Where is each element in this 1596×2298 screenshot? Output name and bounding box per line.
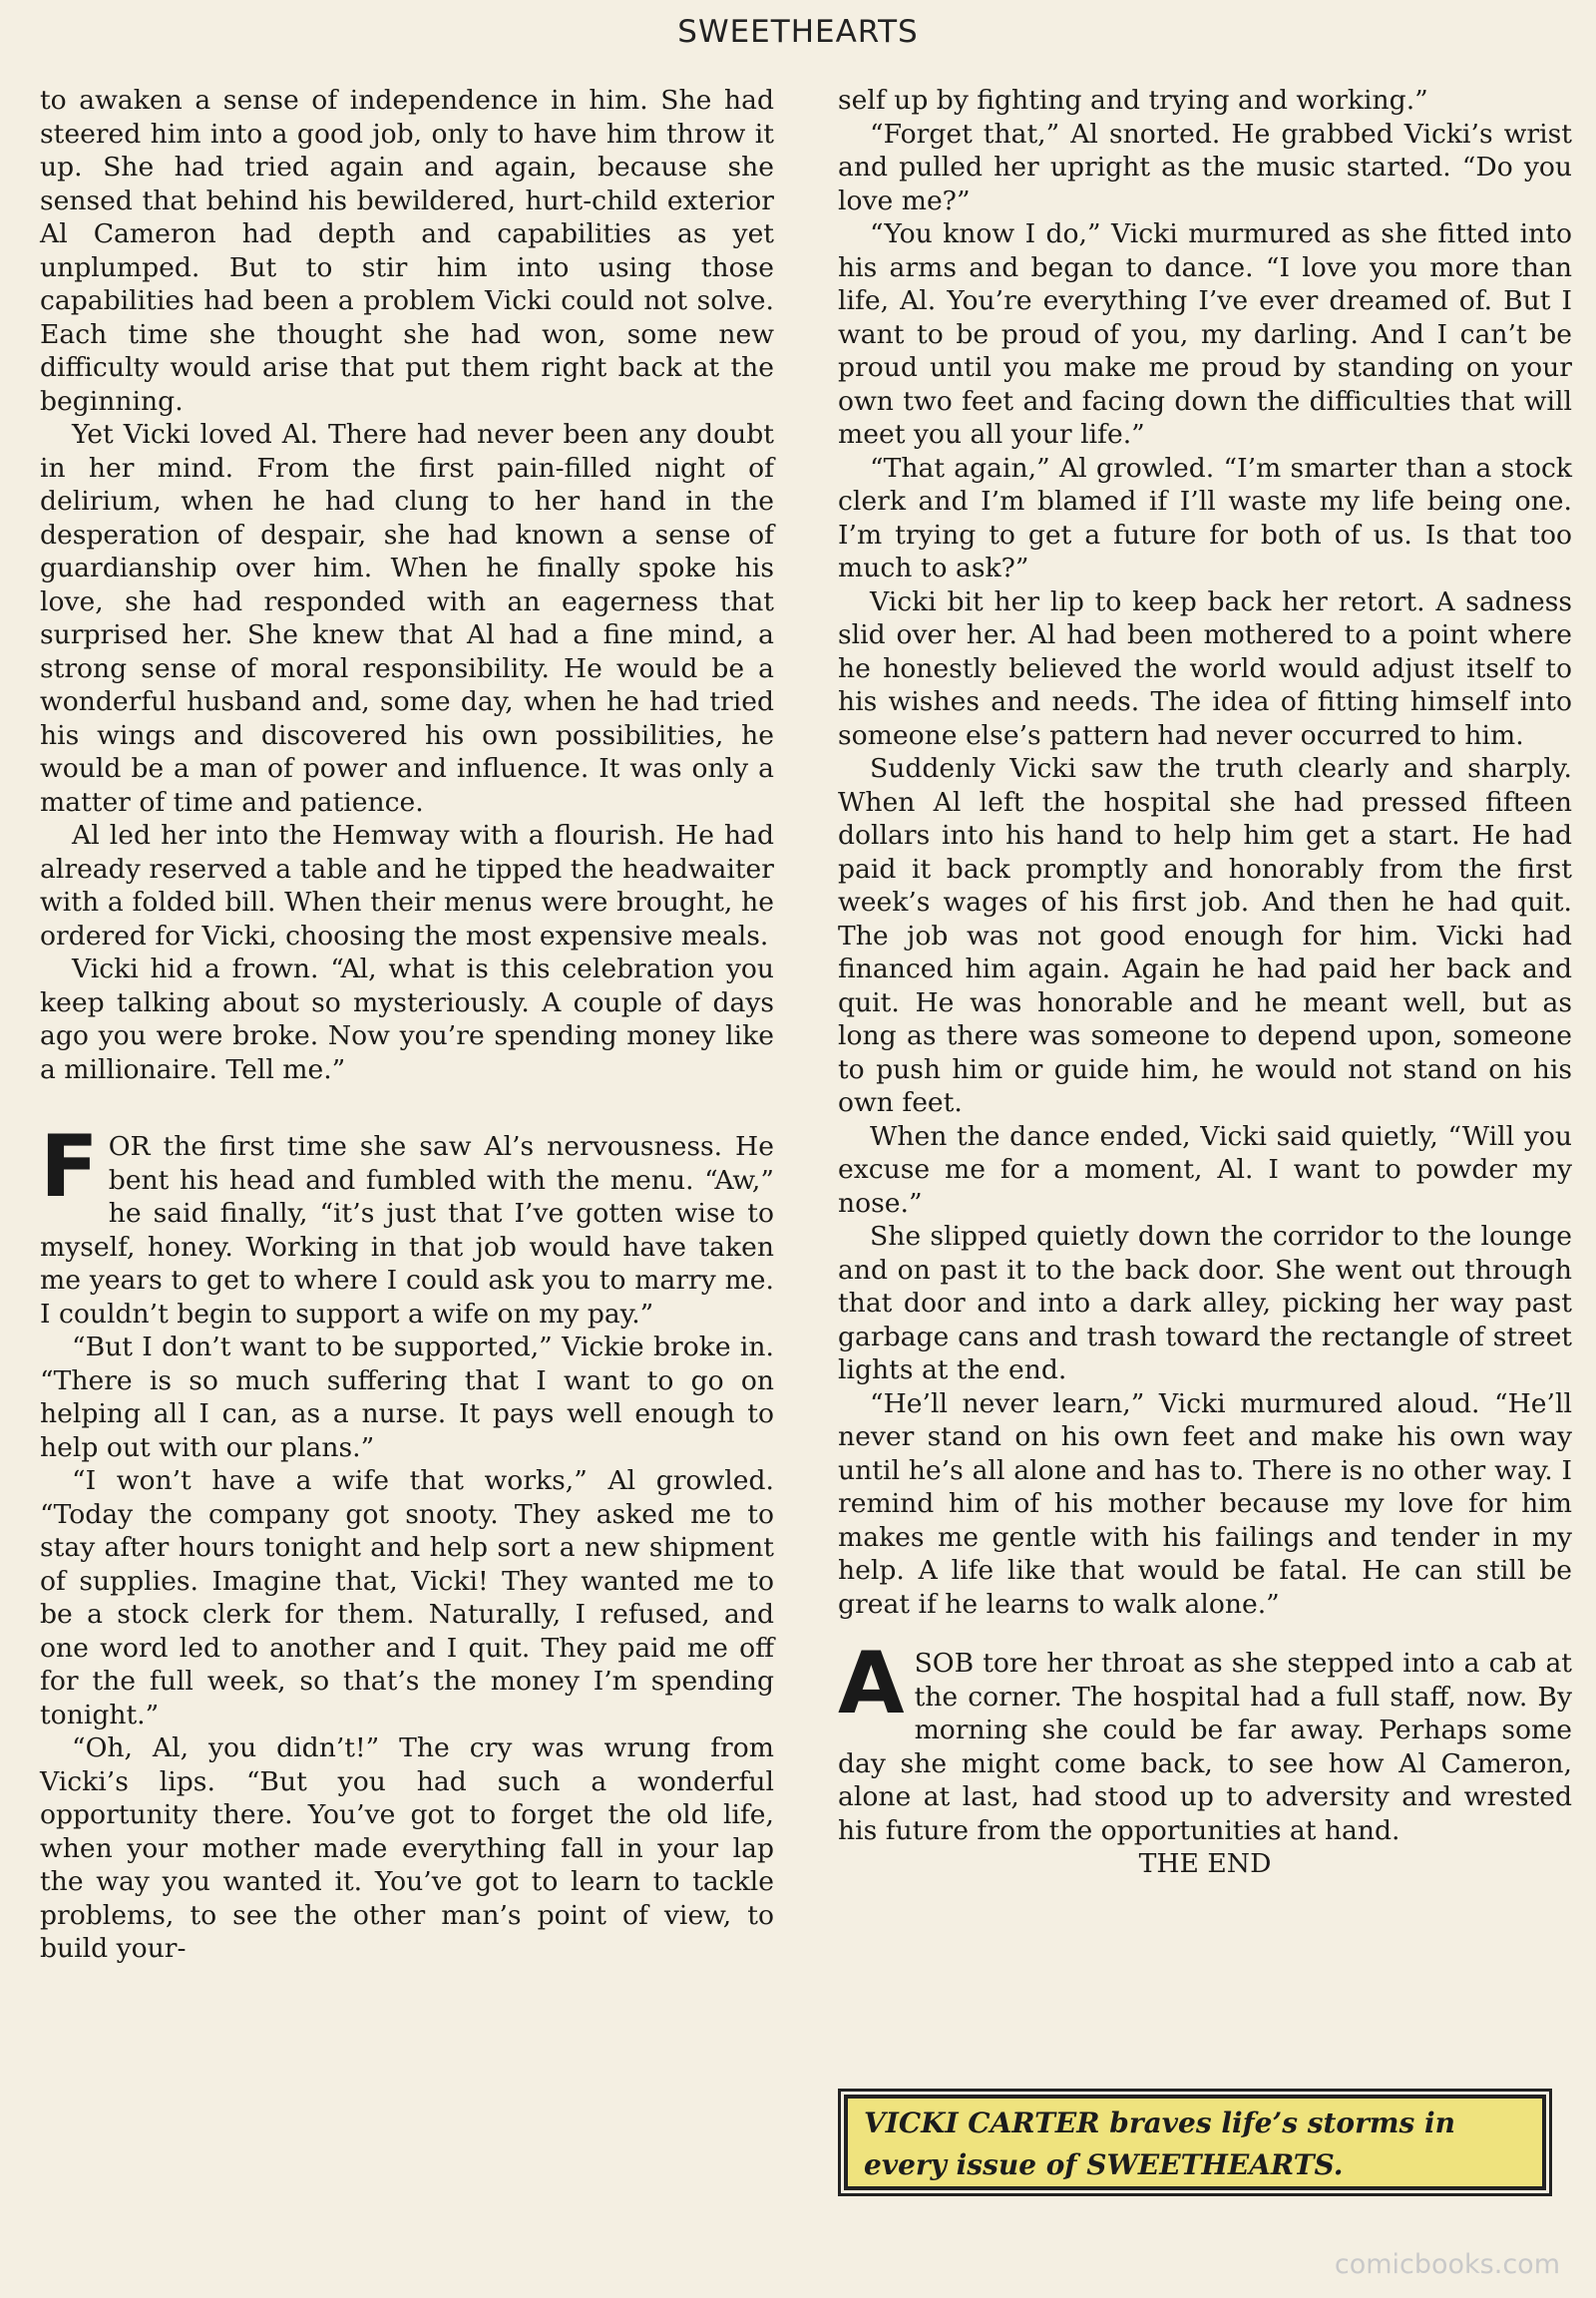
left-column <box>40 84 774 1966</box>
right-column <box>838 84 1572 1881</box>
section-paragraph <box>838 1634 1572 1847</box>
paragraph: Vicki bit her lip to keep back her retort. A sadness slid over her. Al had been mothered to a point where he honestly believed the world would adjust itself to his wishes and needs. The idea of fitting himself into someone else’s pattern had never occurred to him. <box>838 585 1572 751</box>
paragraph: to awaken a sense of independence in him. She had steered him into a good job, only to have him throw it up. She had tried again and again, because she sensed that behind his bewildered, hurt-child exterior Al Cameron had depth and capabilities as yet unplumped. But to stir him into using those capabilities had been a problem Vicki could not solve. Each time she thought she had won, some new difficulty would arise that put them right back at the beginning. <box>40 85 774 417</box>
paragraph: She slipped quietly down the corridor to the lounge and on past it to the back door. She went out through that door and into a dark alley, picking her way past garbage cans and trash toward the rectangle of street lights at the end. <box>838 1221 1572 1385</box>
paragraph-text: SOB tore her throat as she stepped into a cab at the corner. The hospital had a full staff, now. By morning she could be far away. Perhaps some day she might come back, to see how Al Cameron, alone at last, had stood up to adversity and wrested his future from the opportunities at hand. <box>838 1648 1572 1846</box>
paragraph: Al led her into the Hemway with a flourish. He had already reserved a table and he tipped the headwaiter with a folded bill. When their menus were brought, he ordered for Vicki, choosing the most expensive meals. <box>40 820 774 952</box>
watermark: comicbooks.com <box>1334 2249 1560 2280</box>
paragraph: When the dance ended, Vicki said quietly, “Will you excuse me for a moment, Al. I want to powder my nose.” <box>838 1120 1572 1219</box>
paragraph: “Forget that,” Al snorted. He grabbed Vicki’s wrist and pulled her upright as the music started. “Do you love me?” <box>838 118 1572 216</box>
paragraph: “That again,” Al growled. “I’m smarter than a stock clerk and I’m blamed if I’ll waste my life being one. I’m trying to get a future for both of us. Is that too much to ask?” <box>838 452 1572 583</box>
paragraph: Suddenly Vicki saw the truth clearly and sharply. When Al left the hospital she had pressed fifteen dollars into his hand to help him get a start. He had paid it back promptly and honorably from the first week’s wages of his first job. And then he had quit. The job was not good enough for him. Vicki had financed him again. Again he had paid her back and quit. He was honorable and he meant well, but as long as there was someone to depend upon, someone to push him or guide him, he would not stand on his own feet. <box>838 753 1572 1118</box>
section-paragraph <box>40 1117 774 1331</box>
paragraph: self up by fighting and trying and working.” <box>838 85 1428 116</box>
paragraph: “But I don’t want to be supported,” Vickie broke in. “There is so much suffering that I want to go on helping all I can, as a nurse. It pays well enough to help out with our plans.” <box>40 1332 774 1463</box>
paragraph: “He’ll never learn,” Vicki murmured aloud. “He’ll never stand on his own feet and make his own way until he’s all alone and has to. There is no other way. I remind him of his mother because my love for him makes me gentle with his failings and tender in my help. A life like that would be fatal. He can still be great if he learns to walk alone.” <box>838 1387 1572 1620</box>
magazine-title: SWEETHEARTS <box>677 14 919 50</box>
paragraph: “You know I do,” Vicki murmured as she fitted into his arms and began to dance. “I love you more than life, Al. You’re everything I’ve ever dreamed of. But I want to be proud of you, my darling. And I can’t be proud until you make me proud by standing on your own two feet and facing down the difficulties that will meet you all your life.” <box>838 218 1572 450</box>
paragraph-text: OR the first time she saw Al’s nervousness. He bent his head and fumbled with the menu. “Aw,” he said finally, “it’s just that I’ve gotten wise to myself, honey. Working in that job would have taken me years to get to where I could ask you to marry me. I couldn’t begin to support a wife on my pay.” <box>40 1131 774 1330</box>
the-end-label: THE END <box>1138 1848 1272 1879</box>
paragraph: Yet Vicki loved Al. There had never been any doubt in her mind. From the first pain-filled night of delirium, when he had clung to her hand in the desperation of despair, she had known a sense of guardianship over him. When he finally spoke his love, she had responded with an eagerness that surprised her. She knew that Al had a fine mind, a strong sense of moral responsibility. He would be a wonderful husband and, some day, when he had tried his wings and discovered his own possibilities, he would be a man of power and influence. It was only a matter of time and patience. <box>40 419 774 818</box>
paragraph: Vicki hid a frown. “Al, what is this celebration you keep talking about so mysteriously. A couple of days ago you were broke. Now you’re spending money like a millionaire. Tell me.” <box>40 954 774 1085</box>
paragraph: “Oh, Al, you didn’t!” The cry was wrung from Vicki’s lips. “But you had such a wonderful opportunity there. You’ve got to forget the old life, when your mother made everything fall in your lap the way you wanted it. You’ve got to learn to tackle problems, to see the other man’s point of view, to build your- <box>40 1732 774 1964</box>
promo-box: VICKI CARTER braves life’s storms in every issue of SWEETHEARTS. <box>844 2095 1546 2190</box>
paragraph: “I won’t have a wife that works,” Al growled. “Today the company got snooty. They asked me to stay after hours tonight and help sort a new shipment of supplies. Imagine that, Vicki! They wanted me to be a stock clerk for them. Naturally, I refused, and one word led to another and I quit. They paid me off for the full week, so that’s the money I’m spending tonight.” <box>40 1465 774 1730</box>
drop-cap: F <box>40 1117 99 1217</box>
drop-cap: A <box>838 1634 905 1733</box>
